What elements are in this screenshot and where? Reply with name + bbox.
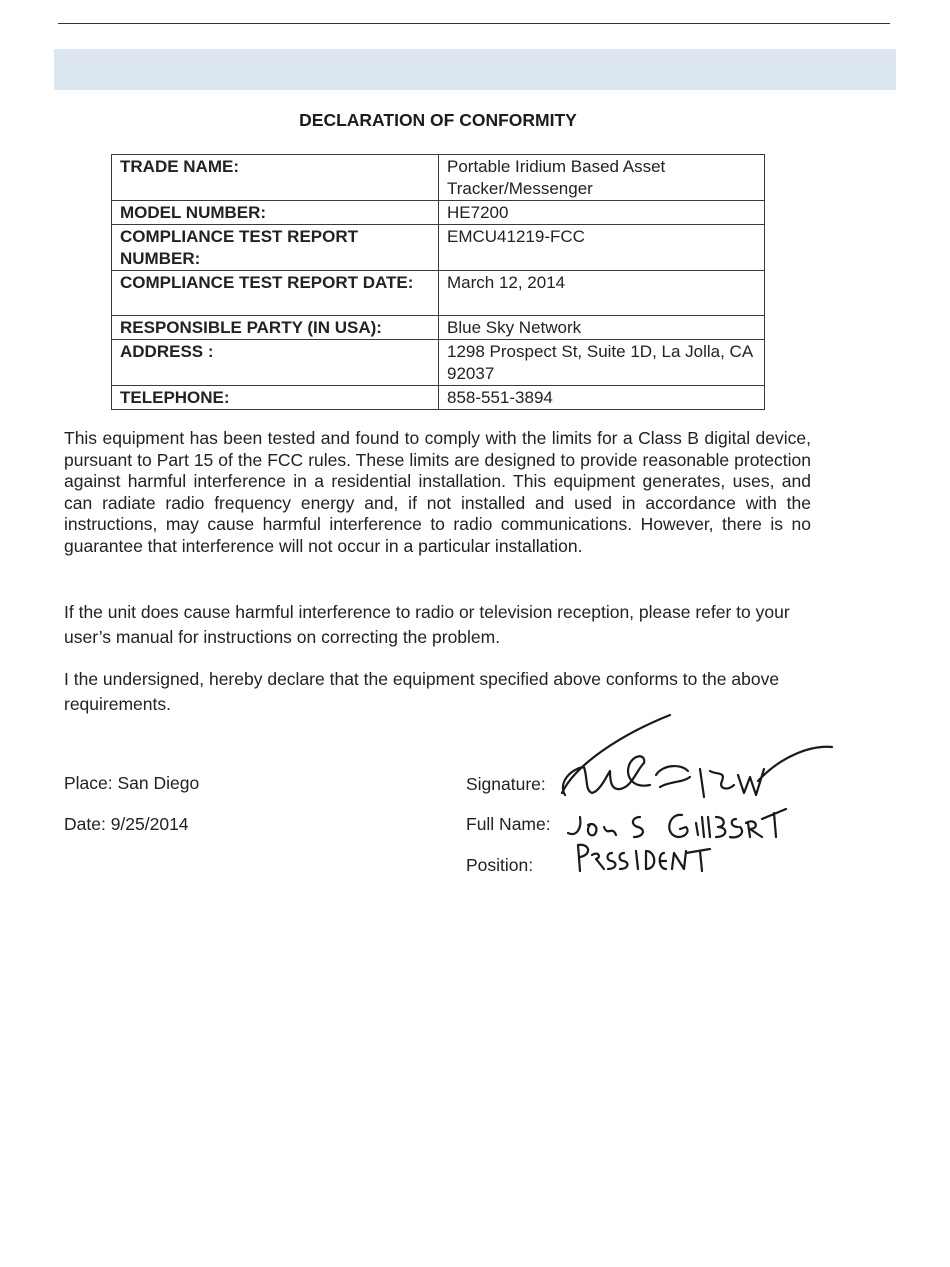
field-label: MODEL NUMBER: <box>112 201 439 225</box>
field-value: EMCU41219-FCC <box>439 225 765 271</box>
field-value: HE7200 <box>439 201 765 225</box>
table-row <box>112 340 765 386</box>
header-rule <box>58 23 890 24</box>
position-label: Position: <box>466 855 534 875</box>
field-label: TRADE NAME: <box>112 155 439 201</box>
table-row <box>112 316 765 340</box>
signature-label: Signature: <box>466 774 546 794</box>
handwritten-signature <box>540 705 840 885</box>
interference-paragraph: If the unit does cause harmful interference to radio or television reception, please refer to your user’s manual for instructions on correcting the problem. <box>64 602 790 647</box>
field-label: ADDRESS : <box>112 340 439 386</box>
document-title: DECLARATION OF CONFORMITY <box>299 110 577 130</box>
declaration-table <box>111 154 765 410</box>
header-band <box>54 49 896 90</box>
field-value: 858-551-3894 <box>439 386 765 410</box>
full-name-label: Full Name: <box>466 814 551 834</box>
compliance-paragraph: This equipment has been tested and found to comply with the limits for a Class B digital device, pursuant to Part 15 of the FCC rules. These limits are designed to provide reasonable protection against harmful interference in a residential installation. This equipment generates, uses, and can radiate radio frequency energy and, if not installed and used in accordance with the instructions, may cause harmful interference to radio communications. However, there is no guarantee that interference will not occur in a particular installation. <box>64 428 811 556</box>
table-row <box>112 201 765 225</box>
table-row <box>112 386 765 410</box>
field-label: COMPLIANCE TEST REPORT DATE: <box>112 271 439 316</box>
place-line: Place: San Diego <box>64 773 200 793</box>
table-row <box>112 155 765 201</box>
field-label: RESPONSIBLE PARTY (IN USA): <box>112 316 439 340</box>
field-value: March 12, 2014 <box>439 271 765 316</box>
field-value: Portable Iridium Based Asset Tracker/Messenger <box>439 155 765 201</box>
date-line: Date: 9/25/2014 <box>64 814 189 834</box>
field-value: 1298 Prospect St, Suite 1D, La Jolla, CA 92037 <box>439 340 765 386</box>
declaration-paragraph: I the undersigned, hereby declare that the equipment specified above conforms to the above requirements. <box>64 669 780 714</box>
table-row <box>112 271 765 316</box>
field-label: COMPLIANCE TEST REPORT NUMBER: <box>112 225 439 271</box>
table-row <box>112 225 765 271</box>
field-value: Blue Sky Network <box>439 316 765 340</box>
field-label: TELEPHONE: <box>112 386 439 410</box>
